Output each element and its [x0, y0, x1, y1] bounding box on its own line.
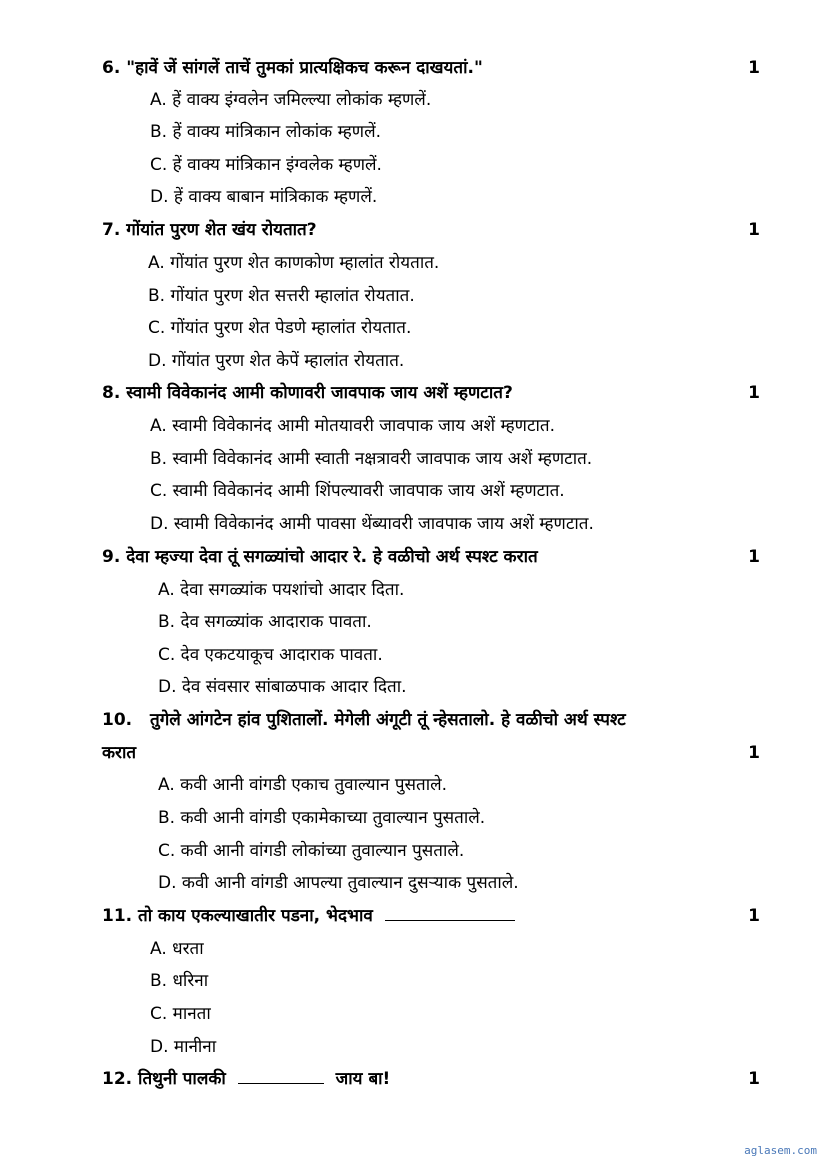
question-marks: 1 [748, 743, 760, 763]
question-12 [102, 1063, 774, 1096]
question-text-before: तिथुनी पालकी [138, 1069, 226, 1089]
option-c: C. स्वामी विवेकानंद आमी शिंपल्यावरी जावपाक जाय अशें म्हणटात. [150, 481, 565, 501]
option-c: C. हें वाक्य मांत्रिकान इंग्वलेक म्हणलें. [150, 155, 382, 175]
question-number: 8. [102, 383, 121, 403]
question-marks: 1 [748, 220, 760, 240]
option-b: B. हें वाक्य मांत्रिकान लोकांक म्हणलें. [150, 122, 381, 142]
option-a: A. स्वामी विवेकानंद आमी मोतयावरी जावपाक जाय अशें म्हणटात. [150, 416, 556, 436]
option-b: B. स्वामी विवेकानंद आमी स्वाती नक्षत्रावरी जावपाक जाय अशें म्हणटात. [150, 449, 593, 469]
question-number: 10. [102, 710, 133, 730]
question-number: 11. [102, 906, 133, 926]
option-b: B. देव सगळ्यांक आदाराक पावता. [158, 612, 372, 632]
question-marks: 1 [748, 58, 760, 78]
option-a: A. हें वाक्य इंग्वलेन जमिल्ल्या लोकांक म्हणलें. [150, 90, 432, 110]
option-a: A. धरता [150, 939, 204, 959]
question-text-after: जाय बा! [335, 1069, 391, 1089]
option-b: B. कवी आनी वांगडी एकामेकाच्या तुवाल्यान पुसताले. [158, 808, 486, 828]
question-marks: 1 [748, 906, 760, 926]
answer-blank [238, 1065, 324, 1084]
option-a: A. गोंयांत पुरण शेत काणकोण म्हालांत रोयतात. [148, 253, 440, 273]
question-number: 6. [102, 58, 121, 78]
option-d: D. गोंयांत पुरण शेत केपें म्हालांत रोयतात. [148, 351, 405, 371]
question-text: "हावें जें सांगलें ताचें तुमकां प्रात्यक्षिकच करून दाखयतां." [126, 58, 483, 78]
answer-blank [385, 902, 515, 921]
question-number: 12. [102, 1069, 133, 1089]
question-text: देवा म्हज्या देवा तूं सगळ्यांचो आदार रे. हे वळीचो अर्थ स्पश्ट करात [126, 547, 538, 567]
option-d: D. हें वाक्य बाबान मांत्रिकाक म्हणलें. [150, 187, 378, 207]
question-marks: 1 [748, 383, 760, 403]
option-d: D. कवी आनी वांगडी आपल्या तुवाल्यान दुसऱ्याक पुसताले. [158, 873, 519, 893]
question-marks: 1 [748, 547, 760, 567]
option-b: B. गोंयांत पुरण शेत सत्तरी म्हालांत रोयतात. [148, 286, 415, 306]
question-10-cont [102, 737, 774, 770]
question-number: 7. [102, 220, 121, 240]
footer-watermark: aglasem.com [744, 1144, 817, 1157]
option-c: C. देव एकटयाकूच आदाराक पावता. [158, 645, 383, 665]
option-b: B. धरिना [150, 971, 209, 991]
question-text: गोंयांत पुरण शेत खंय रोयतात? [126, 220, 317, 240]
question-8 [102, 377, 774, 410]
option-a: A. देवा सगळ्यांक पयशांचो आदार दिता. [158, 580, 405, 600]
question-number: 9. [102, 547, 121, 567]
option-c: C. गोंयांत पुरण शेत पेडणे म्हालांत रोयतात. [148, 318, 412, 338]
question-10 [102, 704, 774, 737]
question-marks: 1 [748, 1069, 760, 1089]
question-7 [102, 214, 774, 247]
question-11 [102, 900, 774, 933]
option-d: D. स्वामी विवेकानंद आमी पावसा थेंब्यावरी जावपाक जाय अशें म्हणटात. [150, 514, 594, 534]
question-text-line1: तुगेले आंगटेन हांव पुशितालों. मेगेली अंगूटी तूं न्हेसतालो. हे वळीचो अर्थ स्पश्ट [150, 710, 626, 730]
option-c: C. कवी आनी वांगडी लोकांच्या तुवाल्यान पुसताले. [158, 841, 465, 861]
option-d: D. देव संवसार सांबाळपाक आदार दिता. [158, 677, 407, 697]
question-9 [102, 541, 774, 574]
option-d: D. मानीना [150, 1037, 217, 1057]
option-a: A. कवी आनी वांगडी एकाच तुवाल्यान पुसताले. [158, 775, 448, 795]
question-text: स्वामी विवेकानंद आमी कोणावरी जावपाक जाय अशें म्हणटात? [126, 383, 513, 403]
question-6 [102, 52, 774, 85]
option-c: C. मानता [150, 1004, 211, 1024]
question-text: तो काय एकल्याखातीर पडना, भेदभाव [138, 906, 373, 926]
question-text-line2: करात [102, 743, 137, 763]
